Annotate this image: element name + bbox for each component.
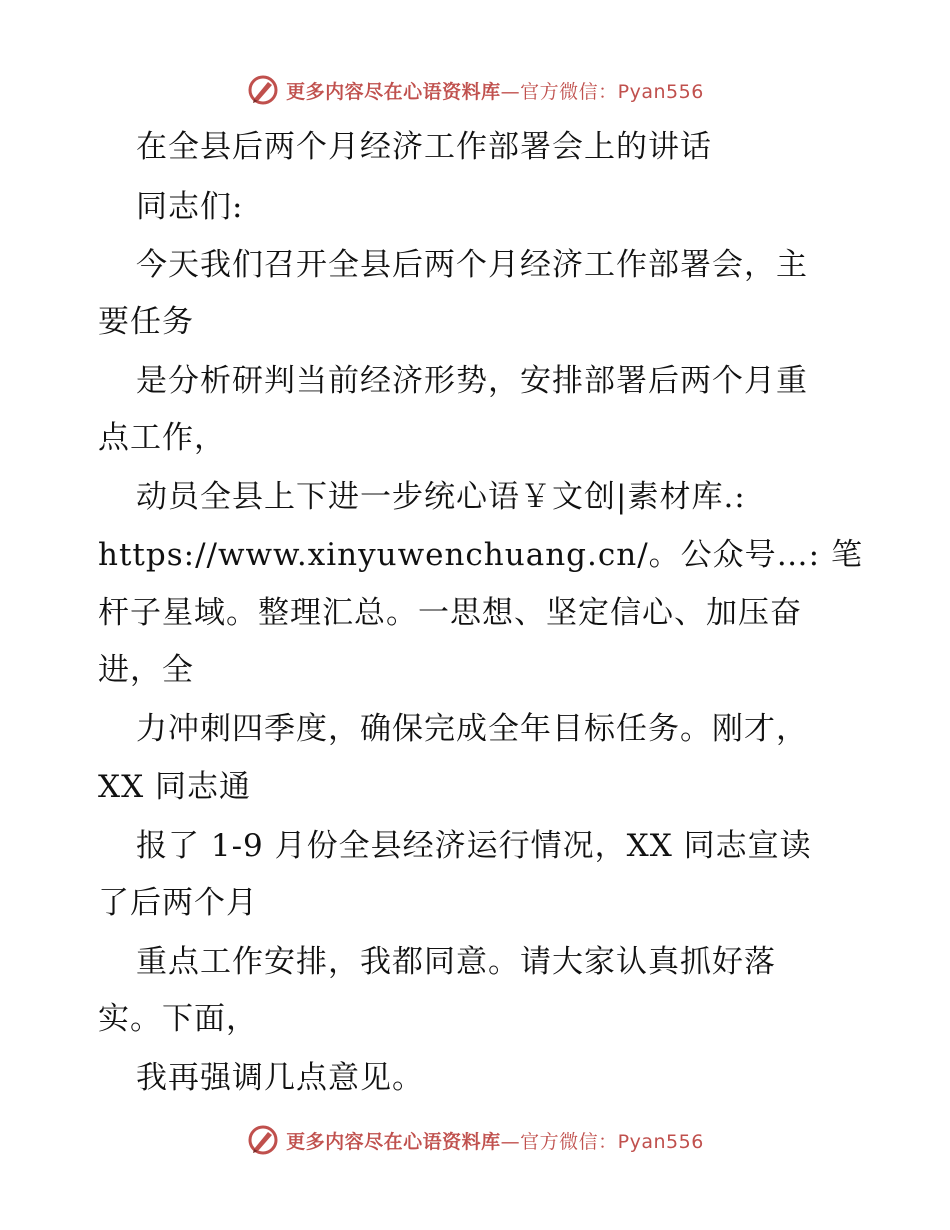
paragraph-line: 重点工作安排，我都同意。请大家认真抓好落 — [136, 944, 776, 980]
paragraph-line: 动员全县上下进一步统心语￥文创|素材库.: — [136, 479, 746, 515]
watermark-text: 更多内容尽在心语资料库—官方微信：Pyan556 — [286, 1130, 704, 1153]
document-title: 在全县后两个月经济工作部署会上的讲话 — [136, 129, 712, 165]
paragraph-line: 杆子星域。整理汇总。一思想、坚定信心、加压奋 — [98, 595, 802, 631]
paragraph-line: 报了 1-9 月份全县经济运行情况，XX 同志宣读 — [136, 828, 812, 864]
paragraph-line: 是分析研判当前经济形势，安排部署后两个月重 — [136, 363, 808, 399]
paragraph-line: 进，全 — [98, 652, 194, 688]
paragraph-line: 力冲刺四季度，确保完成全年目标任务。刚才， — [136, 711, 808, 747]
header-watermark — [0, 70, 950, 110]
paragraph-line: 点工作， — [98, 420, 226, 456]
paragraph-line: 了后两个月 — [98, 885, 258, 921]
paragraph-line: https://www.xinyuwenchuang.cn/。公众号…: 笔 — [98, 537, 863, 573]
paragraph-line: 今天我们召开全县后两个月经济工作部署会，主 — [136, 247, 808, 283]
paragraph-line: 要任务 — [98, 304, 194, 340]
paragraph-line: 实。下面， — [98, 1001, 258, 1037]
watermark-text: 更多内容尽在心语资料库—官方微信：Pyan556 — [286, 80, 704, 103]
paragraph-line: XX 同志通 — [98, 769, 251, 805]
paragraph-line: 我再强调几点意见。 — [136, 1060, 424, 1096]
salutation: 同志们: — [136, 189, 244, 225]
pen-logo-icon — [246, 1123, 280, 1157]
pen-logo-icon — [246, 73, 280, 107]
footer-watermark — [0, 1120, 950, 1160]
